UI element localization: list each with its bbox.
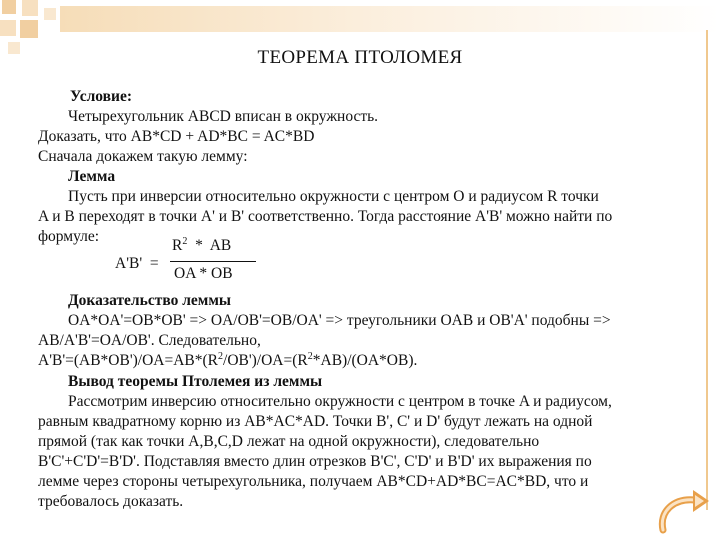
header-gradient-bar [60, 6, 720, 32]
proof-line-1: OA*OA'=OB*OB' => OA/OB'=OB/OA' => треугольники OAB и OB'A' подобны => [68, 312, 611, 329]
conclusion-line-1: Рассмотрим инверсию относительно окружности с центром в точке A и радиусом, [68, 393, 612, 410]
condition-heading: Условие: [70, 88, 132, 105]
conclusion-heading: Вывод теоремы Птолемея из леммы [68, 373, 323, 390]
conclusion-line-2: равным квадратному корню из AB*AC*AD. Точки B', C' и D' будут лежать на одной [38, 413, 593, 430]
page-title: ТЕОРЕМА ПТОЛОМЕЯ [257, 47, 463, 68]
lemma-line-1: Пусть при инверсии относительно окружности с центром O и радиусом R точки [68, 188, 599, 205]
formula-numerator: $R^2$ * AB [172, 235, 232, 254]
conclusion-line-4: B'C'+C'D'=B'D'. Подставляя вместо длин отрезков B'C', C'D' и B'D' их выражения по [38, 453, 592, 470]
condition-text: Четырехугольник ABCD вписан в окружность. [68, 108, 379, 125]
curved-arrow-icon[interactable] [655, 488, 711, 538]
lemma-heading: Лемма [68, 168, 116, 185]
prove-text: Доказать, что AB*CD + AD*BC = AC*BD [38, 128, 315, 145]
proof-heading: Доказательство леммы [68, 292, 231, 309]
right-vertical-rule [706, 30, 708, 510]
lemma-line-3: формуле: [38, 228, 100, 245]
conclusion-line-5: лемме через стороны четырехугольника, получаем AB*CD+AD*BC=AC*BD, что и [38, 473, 589, 490]
lemma-line-2: A и B переходят в точки A' и B' соответственно. Тогда расстояние A'B' можно найти по [38, 208, 613, 225]
conclusion-line-3: прямой (так как точки A,B,C,D лежат на одной окружности), следовательно [38, 433, 540, 450]
formula-denominator: OA * OB [174, 265, 233, 282]
formula-lhs: A'B' = [115, 255, 159, 272]
first-text: Сначала докажем такую лемму: [38, 148, 248, 165]
formula-fraction-bar [170, 261, 256, 262]
conclusion-line-6: требовалось доказать. [38, 493, 184, 510]
proof-line-3: $A'B'=(AB*OB')/OA=AB*(R^2/OB')/OA=(R^2*AB)/(OA*OB)$. [38, 350, 418, 369]
proof-line-2: AB/A'B'=OA/OB'. Следовательно, [38, 332, 261, 349]
